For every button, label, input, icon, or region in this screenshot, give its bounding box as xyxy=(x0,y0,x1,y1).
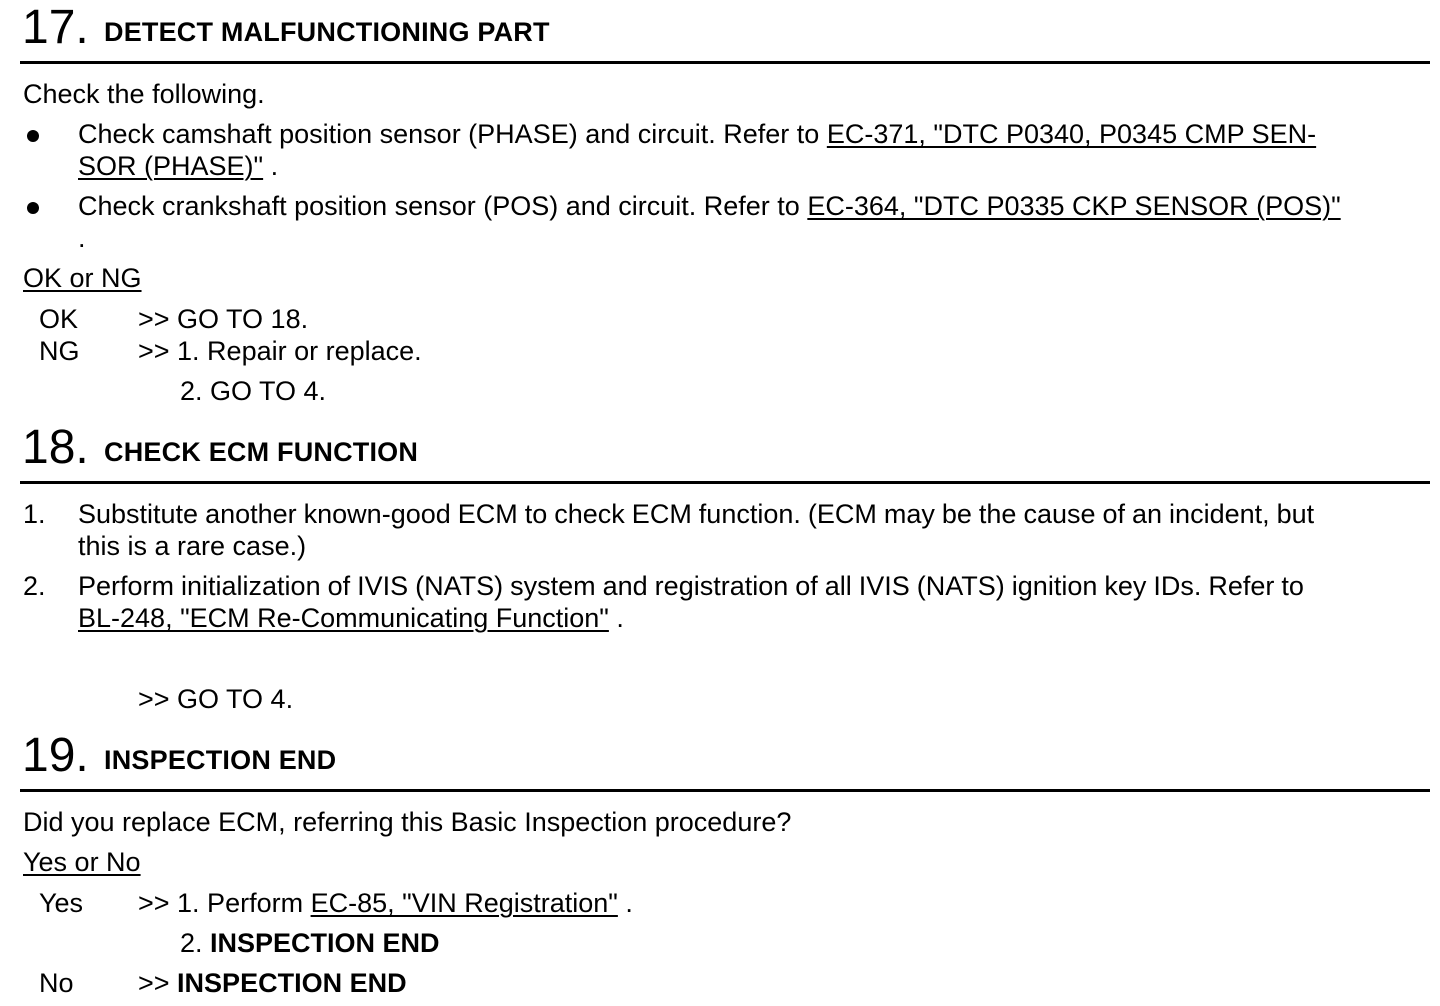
link-ec-364[interactable]: EC-364, "DTC P0335 CKP SENSOR (POS)" xyxy=(807,191,1341,221)
section-17-title: DETECT MALFUNCTIONING PART xyxy=(104,17,550,47)
ok-key: OK xyxy=(39,304,79,334)
ok-or-ng-label xyxy=(23,265,142,292)
yes-action xyxy=(138,890,633,917)
bullet-1-text: Check camshaft position sensor (PHASE) and circuit. Refer to xyxy=(78,119,820,149)
section-19-title: INSPECTION END xyxy=(104,745,337,775)
step-2-line-2 xyxy=(78,605,624,632)
step-2-number: 2. xyxy=(23,571,46,601)
section-18-number: 18. xyxy=(22,421,89,474)
bullet-1-line-1 xyxy=(78,121,1316,148)
yes-action-prefix: >> 1. Perform xyxy=(138,888,311,918)
section-19-question: Did you replace ECM, referring this Basic Inspection procedure? xyxy=(23,807,792,837)
link-ec-371[interactable]: EC-371, "DTC P0340, P0345 CMP SEN- xyxy=(826,119,1317,149)
yes-action-step-2 xyxy=(180,930,440,957)
section-19-divider xyxy=(20,789,1430,792)
ok-or-ng-text: OK or NG xyxy=(23,263,142,293)
yes-key: Yes xyxy=(39,888,84,918)
step-1-line-1: Substitute another known-good ECM to check ECM function. (ECM may be the cause of an incident, but xyxy=(78,499,1315,529)
no-action xyxy=(138,970,407,997)
yes-action-end: . xyxy=(617,888,633,918)
no-action-text: INSPECTION END xyxy=(177,968,407,998)
step-2-line-1: Perform initialization of IVIS (NATS) system and registration of all IVIS (NATS) ignition key IDs. Refer to xyxy=(78,571,1304,601)
section-17-intro: Check the following. xyxy=(23,79,265,109)
ng-action: >> 1. Repair or replace. xyxy=(138,336,422,366)
yes-step-2-prefix: 2. xyxy=(180,928,211,958)
step-1-number: 1. xyxy=(23,499,46,529)
section-18-divider xyxy=(20,481,1430,484)
bullet-1-end: . xyxy=(263,151,279,181)
link-bl-248[interactable]: BL-248, "ECM Re-Communicating Function" xyxy=(78,603,609,633)
link-ec-371-cont[interactable]: SOR (PHASE)" xyxy=(78,151,264,181)
ok-action: >> GO TO 18. xyxy=(138,304,309,334)
section-17-number: 17. xyxy=(22,1,89,54)
ng-action-step-2: 2. GO TO 4. xyxy=(180,376,327,406)
step-2-end: . xyxy=(608,603,624,633)
bullet-2-text: Check crankshaft position sensor (POS) and circuit. Refer to xyxy=(78,191,800,221)
no-key: No xyxy=(39,968,74,998)
bullet-1-line-2 xyxy=(78,153,278,180)
no-action-prefix: >> xyxy=(138,968,178,998)
step-1-line-2: this is a rare case.) xyxy=(78,531,307,561)
section-19-number: 19. xyxy=(22,729,89,782)
bullet-2-line-1 xyxy=(78,193,1341,220)
yes-or-no-label xyxy=(23,849,141,876)
section-17-divider xyxy=(20,61,1430,64)
section-18-title: CHECK ECM FUNCTION xyxy=(104,437,419,467)
bullet-icon xyxy=(27,202,39,214)
bullet-2-end: . xyxy=(78,223,86,253)
yes-or-no-text: Yes or No xyxy=(23,847,141,877)
yes-step-2-text: INSPECTION END xyxy=(210,928,440,958)
section-18-goto: >> GO TO 4. xyxy=(138,684,294,714)
link-ec-85[interactable]: EC-85, "VIN Registration" xyxy=(310,888,618,918)
bullet-icon xyxy=(27,130,39,142)
ng-key: NG xyxy=(39,336,80,366)
